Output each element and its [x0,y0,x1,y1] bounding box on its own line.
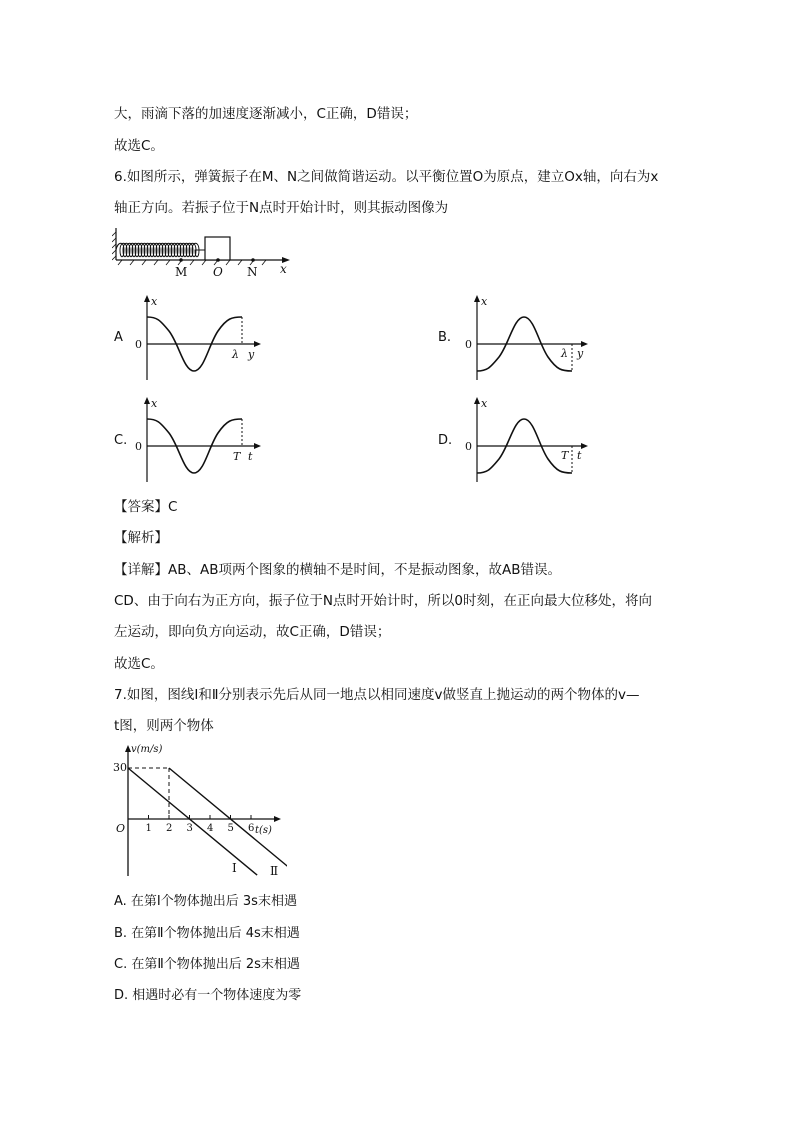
detail-line-1: 【详解】AB、AB项两个图象的横轴不是时间，不是振动图象，故AB错误。 [114,562,561,578]
point-n [251,258,255,262]
origin-label: 0 [465,440,472,453]
y-axis-arrow [144,295,150,302]
line-ii-label: Ⅱ [270,864,279,878]
oscillator-block [205,237,230,260]
y-axis-label: x [481,397,488,410]
end-label: λ [561,347,568,360]
t-tick-label-5: 5 [227,823,234,834]
end-label: T [561,449,569,462]
x-axis-label: y [577,347,584,360]
t-tick-label-6: 6 [248,823,255,834]
graph-d [462,394,597,486]
x-axis-arrow [254,341,261,347]
option-a: A. 在第Ⅰ个物体抛出后 3s末相遇 [114,894,297,909]
y-axis-arrow [474,295,480,302]
x-axis-label: y [248,348,255,361]
t-tick-label-4: 4 [207,823,214,834]
detail-line-3: 左运动，即向负方向运动，故C正确，D错误； [114,624,391,640]
y-axis-arrow [144,397,150,404]
spring-oscillator-figure [112,226,302,278]
graph-a [132,292,267,384]
detail-line-2: CD、由于向右为正方向，振子位于N点时开始计时，所以0时刻，在正向最大位移处，将向 [114,593,653,609]
origin-label: 0 [135,440,142,453]
point-m [179,258,183,262]
graph-option-c-label: C. [114,433,128,448]
t-axis-label: t(s) [255,825,272,836]
line-i [128,768,257,875]
t-tick-label-1: 1 [145,823,152,834]
line-i-label: Ⅰ [232,861,237,875]
y-axis-label: x [481,295,488,308]
end-label: λ [232,348,239,361]
y-axis-arrow [474,397,480,404]
x-axis-arrow [581,443,588,449]
spring [116,243,205,257]
origin-label: 0 [135,338,142,351]
x-axis-label: t [248,450,253,463]
y-axis-label: x [151,295,158,308]
x-axis-label: t [577,449,582,462]
t-tick-label-3: 3 [186,823,193,834]
vt-chart [112,740,287,880]
y-tick-30: 30 [113,761,127,774]
t-tick-label-2: 2 [166,823,173,834]
option-c: C. 在第Ⅱ个物体抛出后 2s末相遇 [114,957,300,972]
label-m: M [175,265,188,278]
question-7-line-1: 7.如图，图线Ⅰ和Ⅱ分别表示先后从同一地点以相同速度v做竖直上抛运动的两个物体的v— [114,687,640,703]
graph-option-d-label: D. [438,433,453,448]
point-o [216,258,220,262]
answer-line: 【答案】C [114,499,178,515]
question-6-line-1: 6.如图所示，弹簧振子在M、N之间做简谐运动。以平衡位置O为原点，建立Ox轴，向右为x [114,169,659,185]
question-6-line-2: 轴正方向。若振子位于N点时开始计时，则其振动图像为 [114,200,449,216]
y-axis-label: x [151,397,158,410]
origin-label: O [116,822,126,835]
text-line-1: 大，雨滴下落的加速度逐渐减小，C正确，D错误； [114,106,418,122]
graph-option-b-label: B. [438,330,452,345]
label-x: x [280,262,287,276]
option-d: D. 相遇时必有一个物体速度为零 [114,988,302,1003]
question-7-line-2: t图，则两个物体 [114,718,214,734]
end-label: T [233,450,241,463]
graph-option-a-label: A [114,330,123,345]
x-axis-arrow [254,443,261,449]
option-b: B. 在第Ⅱ个物体抛出后 4s末相遇 [114,926,300,941]
analysis-heading: 【解析】 [114,530,168,546]
detail-line-4: 故选C。 [114,656,164,672]
v-axis-label: v(m/s) [131,744,163,755]
graph-c [132,394,267,486]
label-n: N [247,265,258,278]
label-o: O [213,265,223,278]
text-line-2: 故选C。 [114,138,164,154]
graph-b [462,292,597,384]
t-axis-arrow [274,816,281,822]
origin-label: 0 [465,338,472,351]
